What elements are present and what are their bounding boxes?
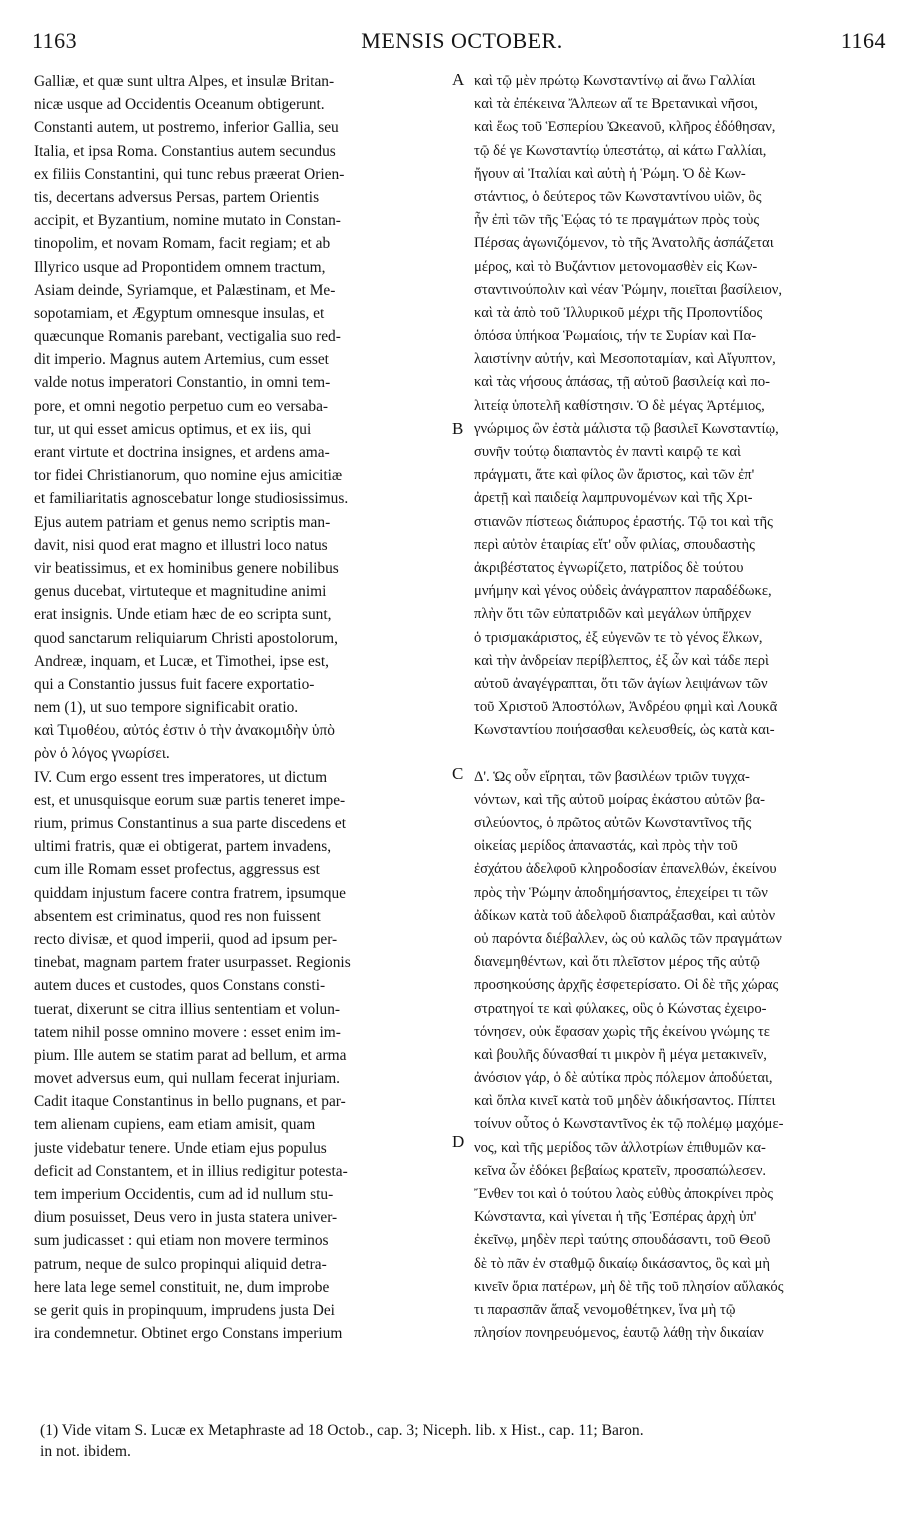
latin-text-line: ira condemnetur. Obtinet ergo Constans imperium bbox=[34, 1325, 343, 1343]
greek-text-line: ἤγουν αἱ Ἰταλίαι καὶ αὐτὴ ἡ Ῥώμη. Ὁ δὲ Κων- bbox=[474, 165, 746, 182]
latin-text-line: ex filiis Constantini, qui tunc rebus præerat Orien- bbox=[34, 165, 345, 183]
greek-text-line: ἀνόσιον γάρ, ὁ δὲ αὐτίκα πρὸς πόλεμον ἀποδύεται, bbox=[474, 1070, 773, 1087]
latin-text-line: rium, primus Constantinus a sua parte discedens et bbox=[34, 815, 347, 832]
margin-letter-b: B bbox=[452, 419, 464, 438]
greek-text-line: Κωνσταντίου ποιήσασθαι κελευσθείς, ὡς κατὰ και- bbox=[474, 722, 775, 739]
greek-text-line: ἀδίκων κατὰ τοῦ ἀδελφοῦ διαπράξασθαι, καὶ αὐτὸν bbox=[474, 907, 776, 924]
latin-text-line: Cadit itaque Constantinus in bello pugnans, et par- bbox=[34, 1093, 346, 1111]
latin-text-line: sum judicasset : qui etiam non movere terminos bbox=[34, 1232, 329, 1250]
greek-text-line: διανεμηθέντων, καὶ ὅτι πλεῖστον μέρος τῆς αὐτῷ bbox=[474, 954, 760, 971]
greek-text-line: ἀκριβέστατος ἐγνωρίζετο, πατρίδος δὲ τούτου bbox=[474, 559, 744, 576]
latin-text-line: davit, nisi quod erat magno et illustri loco natus bbox=[34, 536, 328, 554]
latin-text-line: καὶ Τιμοθέου, αὐτός ἐστιν ὁ τὴν ἀνακομιδὴν ὑπὸ bbox=[34, 722, 335, 740]
greek-text-line: οἰκείας μερίδος ἀπαναστάς, καὶ πρὸς τὴν τοῦ bbox=[474, 838, 738, 855]
latin-text-line: valde notus imperatori Constantio, in omni tem- bbox=[34, 374, 331, 392]
latin-text-line: tem alienam cupiens, eam etiam amisit, quam bbox=[34, 1116, 316, 1134]
latin-text-line: nem (1), ut suo tempore significabit oratio. bbox=[34, 699, 299, 717]
latin-text-line: deficit ad Constantem, et in illius redigitur potesta- bbox=[34, 1162, 348, 1180]
greek-column bbox=[474, 70, 892, 1345]
greek-text-line: ἐκεῖνῳ, μηδὲν περὶ ταύτης σπουδάσαντι, τοῦ Θεοῦ bbox=[474, 1232, 771, 1249]
latin-text-line: movet adversus eum, qui nullam fecerat injuriam. bbox=[34, 1070, 341, 1088]
greek-text-line: πλὴν ὅτι τῶν εὐπατριδῶν καὶ μεγάλων ὑπῆρχεν bbox=[474, 606, 752, 623]
greek-text-line: καὶ τῷ μὲν πρώτῳ Κωνσταντίνῳ αἱ ἄνω Γαλλίαι bbox=[474, 73, 756, 89]
greek-text-line: ὁπόσα ὑπήκοα Ῥωμαίοις, τήν τε Συρίαν καὶ Πα- bbox=[474, 328, 757, 345]
latin-text-line: et familiaritatis agnoscebatur longe studiosissimus. bbox=[34, 490, 349, 508]
latin-text-line: patrum, neque de sulco propinqui aliquid detra- bbox=[34, 1255, 327, 1273]
greek-text-line: λαιστίνην αὐτήν, καὶ Μεσοποταμίαν, καὶ Αἴγυπτον, bbox=[474, 351, 776, 368]
greek-text-line: πρὸς τὴν Ῥώμην ἀποδημήσαντος, ἐπεχείρει τι τῶν bbox=[474, 884, 768, 901]
latin-text-line: quiddam injustum facere contra fratrem, ipsumque bbox=[34, 884, 346, 902]
latin-text-line: dit imperio. Magnus autem Artemius, cum esset bbox=[34, 351, 329, 369]
greek-text-line: καὶ ἕως τοῦ Ἑσπερίου Ὠκεανοῦ, κλῆρος ἐδόθησαν, bbox=[474, 119, 776, 136]
greek-text-line: Κώνσταντα, καὶ γίνεται ἡ τῆς Ἑσπέρας ἀρχὴ ὑπ' bbox=[474, 1209, 757, 1226]
greek-text-line: λιτείᾳ ὑποτελῆ καθίστησιν. Ὁ δὲ μέγας Ἀρτέμιος, bbox=[474, 397, 765, 414]
greek-text-line: τοῦ Χριστοῦ Ἀποστόλων, Ἀνδρέου φημὶ καὶ Λουκᾶ bbox=[474, 699, 778, 716]
latin-text-line: pium. Ille autem se statim parat ad bellum, et arma bbox=[34, 1046, 347, 1064]
greek-text-line: τόνησεν, οὐκ ἔφασαν χωρὶς τῆς ἐκείνου γνώμης τε bbox=[474, 1023, 770, 1040]
latin-text-line: cum ille Romam esset profectus, aggressus est bbox=[34, 861, 320, 879]
latin-text-line: tinebat, magnam partem frater usurpasset. Regionis bbox=[34, 954, 351, 972]
greek-text-line: στιανῶν πίστεως διάπυρος ἐραστής. Τῷ τοι καὶ τῆς bbox=[474, 513, 773, 530]
latin-text-line: tor fidei Christianorum, quo nomine ejus amicitiæ bbox=[34, 467, 343, 485]
greek-text-line: Δ'. Ὡς οὖν εἴρηται, τῶν βασιλέων τριῶν τυγχα- bbox=[474, 768, 750, 785]
latin-text-line: absentem est criminatus, quod res non fuissent bbox=[34, 907, 321, 925]
greek-text-line: καὶ τὰ ἐπέκεινα Ἄλπεων αἵ τε Βρετανικαὶ νῆσοι, bbox=[474, 96, 758, 113]
latin-text-line: Ejus autem patriam et genus nemo scriptis man- bbox=[34, 513, 331, 531]
latin-text-line: tuerat, dixerunt se citra illius sententiam et volun- bbox=[34, 1000, 341, 1018]
margin-letter-a: A bbox=[452, 70, 465, 89]
greek-text-line bbox=[474, 742, 892, 765]
greek-text-line: πλησίον πονηρευόμενος, ἑαυτῷ λάθῃ τὴν δικαίαν bbox=[474, 1325, 764, 1342]
greek-text-line: καὶ βουλῆς δύνασθαί τι μικρὸν ἢ μέγα μετακινεῖν, bbox=[474, 1046, 767, 1063]
latin-text-line: genus ducebat, virtuteque et magnitudine animi bbox=[34, 583, 327, 601]
latin-column bbox=[34, 70, 466, 1345]
latin-text-line: autem duces et custodes, quos Constans consti- bbox=[34, 977, 326, 995]
latin-text-line: tem imperium Occidentis, cum ad id nullum stu- bbox=[34, 1186, 334, 1203]
greek-text-line: νος, καὶ τῆς μερίδος τῶν ἀλλοτρίων ἐπιθυμῶν κα- bbox=[474, 1139, 766, 1156]
latin-text-line: tinopolim, et novam Romam, facit regiam; et ab bbox=[34, 235, 331, 253]
latin-text-line: Galliæ, et quæ sunt ultra Alpes, et insulæ Britan- bbox=[34, 73, 335, 90]
greek-text-line: προσηκούσης ἀρχῆς ἐσφετερίσατο. Οἱ δὲ τῆς χώρας bbox=[474, 977, 779, 994]
greek-text-line: κεῖνα ὧν ἐδόκει βεβαίως κρατεῖν, προσαπώλεσεν. bbox=[474, 1162, 767, 1179]
greek-text-line: συνῆν τούτῳ διαπαντὸς ἐν παντὶ καιρῷ τε καὶ bbox=[474, 444, 741, 460]
latin-text-line: tatem nihil posse omnino movere : esset enim im- bbox=[34, 1023, 341, 1041]
greek-text-line: στάντιος, ὁ δεύτερος τῶν Κωνσταντίνου υἱῶν, ὃς bbox=[474, 188, 762, 205]
latin-text-line: recto divisæ, et quod imperii, quod ad ipsum per- bbox=[34, 930, 338, 948]
greek-text-line: Ἔνθεν τοι καὶ ὁ τούτου λαὸς εὐθὺς ἀποκρίνει πρὸς bbox=[474, 1186, 774, 1202]
latin-text-line: Italia, et ipsa Roma. Constantius autem secundus bbox=[34, 142, 336, 160]
latin-text-line: IV. Cum ergo essent tres imperatores, ut dictum bbox=[34, 768, 328, 786]
greek-text-line: ἀρετῇ καὶ παιδείᾳ λαμπρυνομένων καὶ τῆς Χρι- bbox=[474, 490, 753, 507]
latin-text-line: Andreæ, inquam, et Lucæ, et Timothei, ipse est, bbox=[34, 652, 329, 670]
latin-text-line: ρὸν ὁ λόγος γνωρίσει. bbox=[34, 745, 170, 763]
greek-text-line: Πέρσας ἀγωνιζόμενον, τὸ τῆς Ἀνατολῆς ἀσπάζεται bbox=[474, 235, 774, 252]
greek-text-line: ὁ τρισμακάριστος, ἐξ εὐγενῶν τε τὸ γένος ἕλκων, bbox=[474, 629, 763, 646]
greek-text-line: οὐ παρόντα διέβαλλεν, ὡς οὐ καλῶς τῶν πραγμάτων bbox=[474, 930, 782, 947]
running-header bbox=[0, 28, 924, 64]
footnote-line: (1) Vide vitam S. Lucæ ex Metaphraste ad 18 Octob., cap. 3; Niceph. lib. x Hist., cap. 11; Baron. bbox=[40, 1422, 644, 1439]
latin-text-line: est, et unusquisque eorum suæ partis teneret impe- bbox=[34, 791, 346, 809]
greek-text-line: σταντινούπολιν καὶ νέαν Ῥώμην, ποιεῖται βασίλειον, bbox=[474, 281, 783, 298]
latin-text-line: se gerit quis in propinquum, imprudens justa Dei bbox=[34, 1301, 335, 1319]
latin-text-line: accipit, et Byzantium, nomine mutato in Constan- bbox=[34, 212, 341, 230]
greek-text-line: καὶ ὅπλα κινεῖ κατὰ τοῦ μηδὲν ἀδικήσαντος. Πίπτει bbox=[474, 1093, 776, 1110]
latin-text-line: quæcunque Romanis parebant, vectigalia suo red- bbox=[34, 328, 341, 346]
latin-text-line: erant virtute et doctrina insignes, et ardens ama- bbox=[34, 444, 330, 461]
greek-text-line: μέρος, καὶ τὸ Βυζάντιον μετονομασθὲν εἰς Κων- bbox=[474, 258, 758, 275]
greek-text-line: καὶ τὰς νήσους ἁπάσας, τῇ αὐτοῦ βασιλείᾳ καὶ πο- bbox=[474, 374, 770, 391]
greek-text-line: σιλεύοντος, ὁ πρῶτος αὐτῶν Κωνσταντῖνος τῆς bbox=[474, 815, 752, 831]
greek-text-line: ἐσχάτου ἀδελφοῦ κληροδοσίαν ἐπανελθών, ἐκείνου bbox=[474, 861, 777, 878]
greek-text-line: δὲ τὸ πᾶν ἐν σταθμῷ δικαίῳ δικάσαντος, ὃς καὶ μὴ bbox=[474, 1255, 771, 1272]
latin-text-line: Asiam deinde, Syriamque, et Palæstinam, et Me- bbox=[34, 281, 336, 299]
latin-text-line: sopotamiam, et Ægyptum omnesque insulas, et bbox=[34, 304, 325, 322]
latin-text-line: juste videbatur tenere. Unde etiam ejus populus bbox=[34, 1139, 327, 1157]
latin-text-line: tur, ut qui esset amicus optimus, et ex iis, qui bbox=[34, 420, 312, 438]
latin-text-line: dium posuisset, Deus vero in justa statera univer- bbox=[34, 1209, 338, 1227]
latin-text-line: pore, et omni negotio perpetuo cum eo versaba- bbox=[34, 397, 329, 415]
latin-text-line: here lata lege semel constituit, ne, dum improbe bbox=[34, 1278, 330, 1296]
latin-text-line: tis, decertans adversus Persas, partem Orientis bbox=[34, 188, 320, 206]
margin-letter-d: D bbox=[452, 1132, 465, 1151]
greek-text-line: τῷ δέ γε Κωνσταντίῳ ὑπεστάτῳ, αἱ κάτω Γαλλίαι, bbox=[474, 142, 767, 159]
greek-text-line: καὶ τὰ ἀπὸ τοῦ Ἰλλυρικοῦ μέχρι τῆς Προποντίδος bbox=[474, 304, 763, 321]
page-number-left: 1163 bbox=[32, 28, 78, 53]
greek-text-line: μνήμην καὶ γένος οὐδεὶς ἀνάγραπτον παραδέδωκε, bbox=[474, 583, 772, 600]
greek-text-line: πράγματι, ἅτε καὶ φίλος ὢν ἄριστος, καὶ τῶν ἐπ' bbox=[474, 467, 755, 484]
greek-text-line: καὶ τὴν ἀνδρείαν περίβλεπτος, ἐξ ὧν καὶ τάδε περὶ bbox=[474, 652, 769, 669]
latin-text-line: qui a Constantio jussus fuit facere exportatio- bbox=[34, 675, 315, 693]
latin-text-line: nicæ usque ad Occidentis Oceanum obtigerunt. bbox=[34, 96, 325, 114]
greek-text-line: τι παρασπᾶν ἅπαξ νενομοθέτηκεν, ἵνα μὴ τῷ bbox=[474, 1301, 736, 1318]
greek-text-line: στρατηγοί τε καὶ φύλακες, οὓς ὁ Κώνστας ἐχειρο- bbox=[474, 1000, 767, 1017]
greek-text-line: τοίνυν οὗτος ὁ Κωνσταντῖνος ἐκ τῷ πολέμῳ μαχόμε- bbox=[474, 1116, 784, 1133]
greek-text-line: νόντων, καὶ τῆς αὐτοῦ μοίρας ἑκάστου αὐτῶν βα- bbox=[474, 791, 765, 808]
latin-text-line: ultimi fratris, quæ ei obtigerat, partem invadens, bbox=[34, 838, 332, 856]
margin-letter-c: C bbox=[452, 764, 464, 783]
running-title: MENSIS OCTOBER. bbox=[361, 28, 563, 53]
footnote bbox=[40, 1420, 900, 1462]
greek-text-line: ἦν ἐπὶ τῶν τῆς Ἑῴας τό τε πραγμάτων πρὸς τοὺς bbox=[474, 212, 760, 229]
greek-text-line: γνώριμος ὢν ἐστὰ μάλιστα τῷ βασιλεῖ Κωνσταντίῳ, bbox=[474, 420, 779, 437]
latin-text-line: quod sanctarum reliquiarum Christi apostolorum, bbox=[34, 629, 338, 647]
greek-text-line: κινεῖν ὅρια πατέρων, μὴ δὲ τῆς τοῦ πλησίον αὔλακός bbox=[474, 1278, 784, 1295]
latin-text-line: vir beatissimus, et ex hominibus genere nobilibus bbox=[34, 559, 339, 577]
latin-text-line: Illyrico usque ad Propontidem omnem tractum, bbox=[34, 258, 326, 276]
greek-text-line: περὶ αὐτὸν ἑταιρίας εἴτ' οὖν φιλίας, σπουδαστὴς bbox=[474, 536, 755, 553]
greek-text-line: αὐτοῦ ἀναγέγραπται, ὅτι τῶν ἁγίων λειψάνων τῶν bbox=[474, 675, 768, 692]
page-number-right: 1164 bbox=[840, 28, 886, 53]
latin-text-line: Constanti autem, ut postremo, inferior Gallia, seu bbox=[34, 119, 339, 137]
footnote-line: in not. ibidem. bbox=[40, 1443, 131, 1460]
latin-text-line: erat insignis. Unde etiam hæc de eo scripta sunt, bbox=[34, 606, 332, 624]
